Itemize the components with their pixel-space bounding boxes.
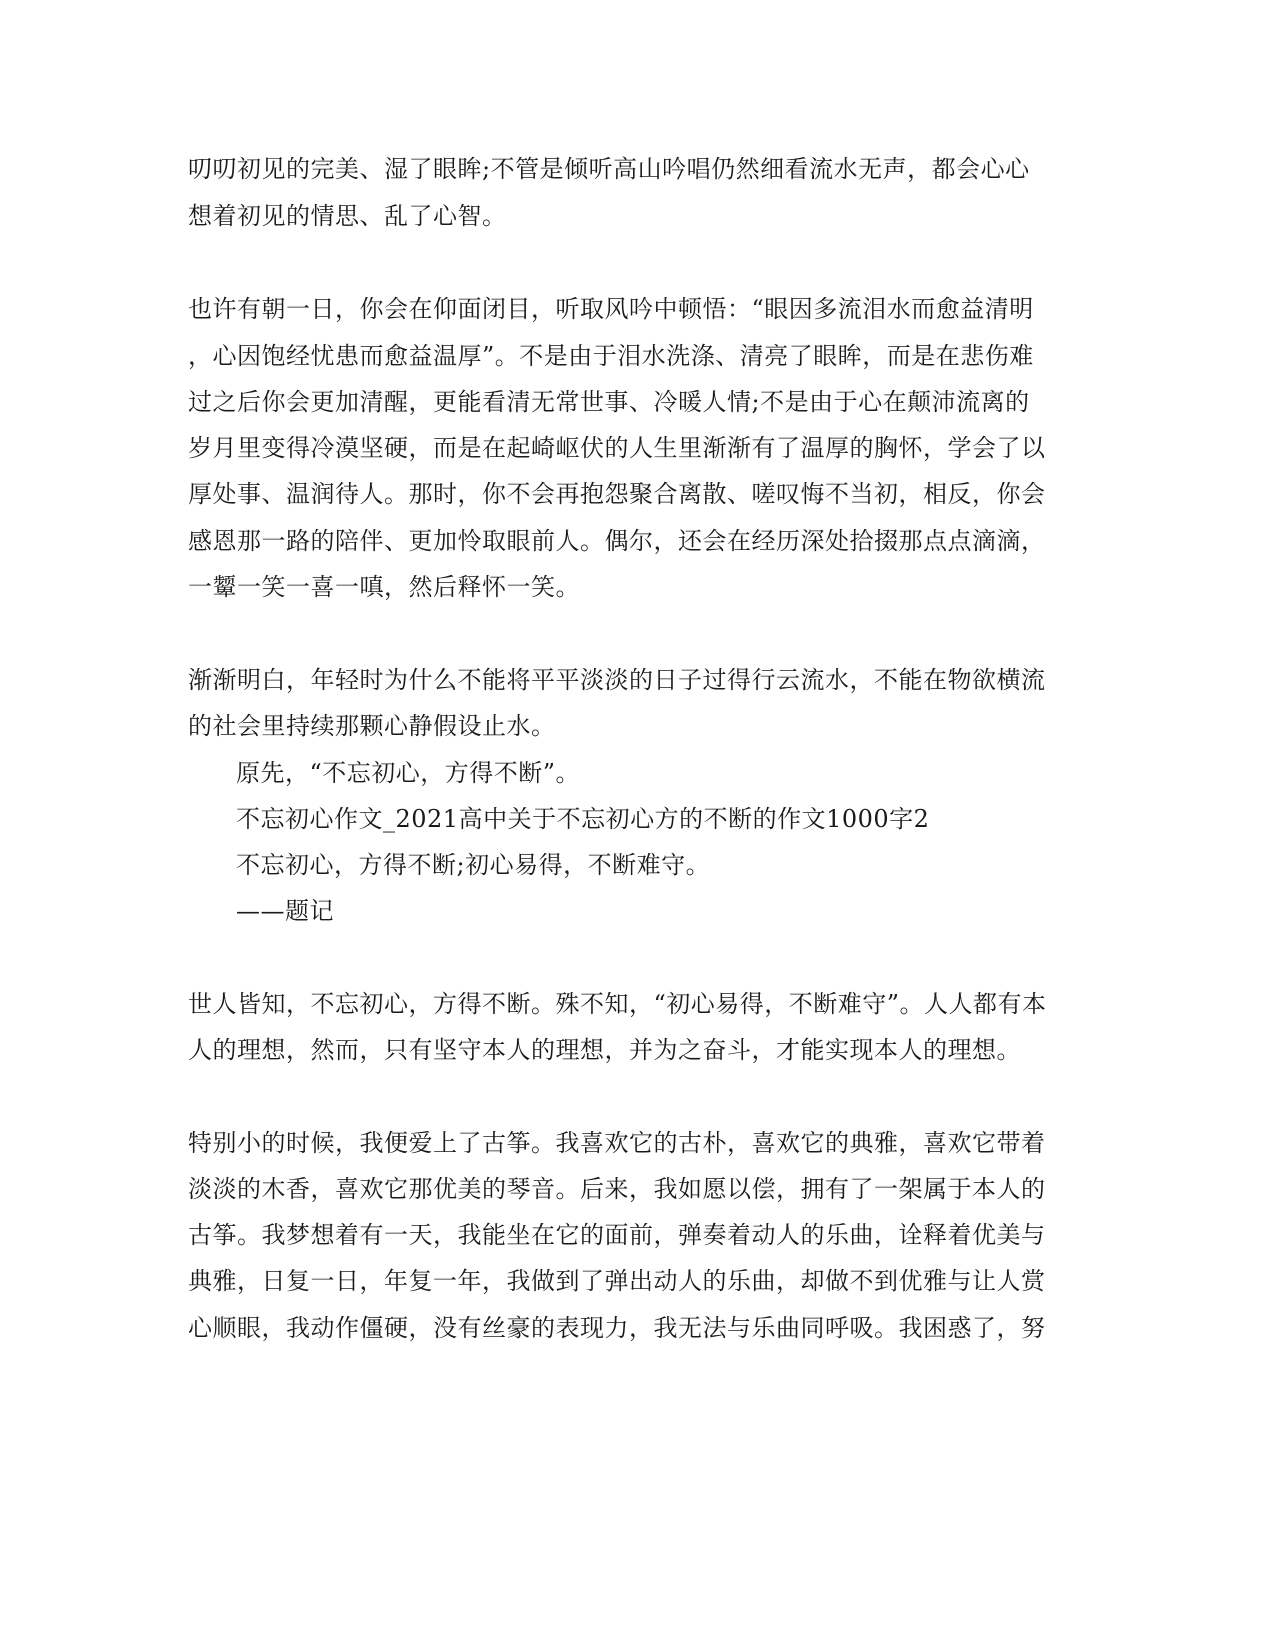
text-line: 淡淡的木香，喜欢它那优美的琴音。后来，我如愿以偿，拥有了一架属于本人的 (188, 1175, 1046, 1203)
text-line: 特别小的时候，我便爱上了古筝。我喜欢它的古朴，喜欢它的典雅，喜欢它带着 (188, 1129, 1046, 1157)
text-line: 叨叨初见的完美、湿了眼眸;不管是倾听高山吟唱仍然细看流水无声，都会心心 (188, 155, 1030, 183)
text-line: 原先，“不忘初心，方得不断”。 (236, 759, 581, 787)
text-line: 一颦一笑一喜一嗔，然后释怀一笑。 (188, 573, 580, 601)
text-line: ，心因饱经忧患而愈益温厚”。不是由于泪水洗涤、清亮了眼眸，而是在悲伤难 (188, 342, 1034, 370)
text-line: 典雅，日复一日，年复一年，我做到了弹出动人的乐曲，却做不到优雅与让人赏 (188, 1267, 1046, 1295)
text-line: 厚处事、温润待人。那时，你不会再抱怨聚合离散、嗟叹悔不当初，相反，你会 (188, 480, 1046, 508)
text-line: 也许有朝一日，你会在仰面闭目，听取风吟中顿悟：“眼因多流泪水而愈益清明 (188, 295, 1034, 323)
epigraph: 不忘初心，方得不断;初心易得，不断难守。 (236, 851, 711, 879)
text-line: 感恩那一路的陪伴、更加怜取眼前人。偶尔，还会在经历深处拾掇那点点滴滴， (188, 527, 1046, 555)
text-line: 世人皆知，不忘初心，方得不断。殊不知，“初心易得，不断难守”。人人都有本 (188, 990, 1047, 1018)
text-line: 人的理想，然而，只有坚守本人的理想，并为之奋斗，才能实现本人的理想。 (188, 1036, 1021, 1064)
text-line: 的社会里持续那颗心静假设止水。 (188, 712, 556, 740)
text-line: 想着初见的情思、乱了心智。 (188, 202, 507, 230)
text-line: 岁月里变得冷漠坚硬，而是在起崎岖伏的人生里渐渐有了温厚的胸怀，学会了以 (188, 434, 1046, 462)
text-line: 过之后你会更加清醒，更能看清无常世事、冷暖人情;不是由于心在颠沛流离的 (188, 388, 1030, 416)
article-title: 不忘初心作文_2021高中关于不忘初心方的不断的作文1000字2 (236, 805, 930, 833)
epigraph-attribution: ——题记 (236, 897, 334, 925)
text-line: 古筝。我梦想着有一天，我能坐在它的面前，弹奏着动人的乐曲，诠释着优美与 (188, 1221, 1046, 1249)
text-line: 心顺眼，我动作僵硬，没有丝豪的表现力，我无法与乐曲同呼吸。我困惑了，努 (188, 1314, 1046, 1342)
text-line: 渐渐明白，年轻时为什么不能将平平淡淡的日子过得行云流水，不能在物欲横流 (188, 666, 1046, 694)
